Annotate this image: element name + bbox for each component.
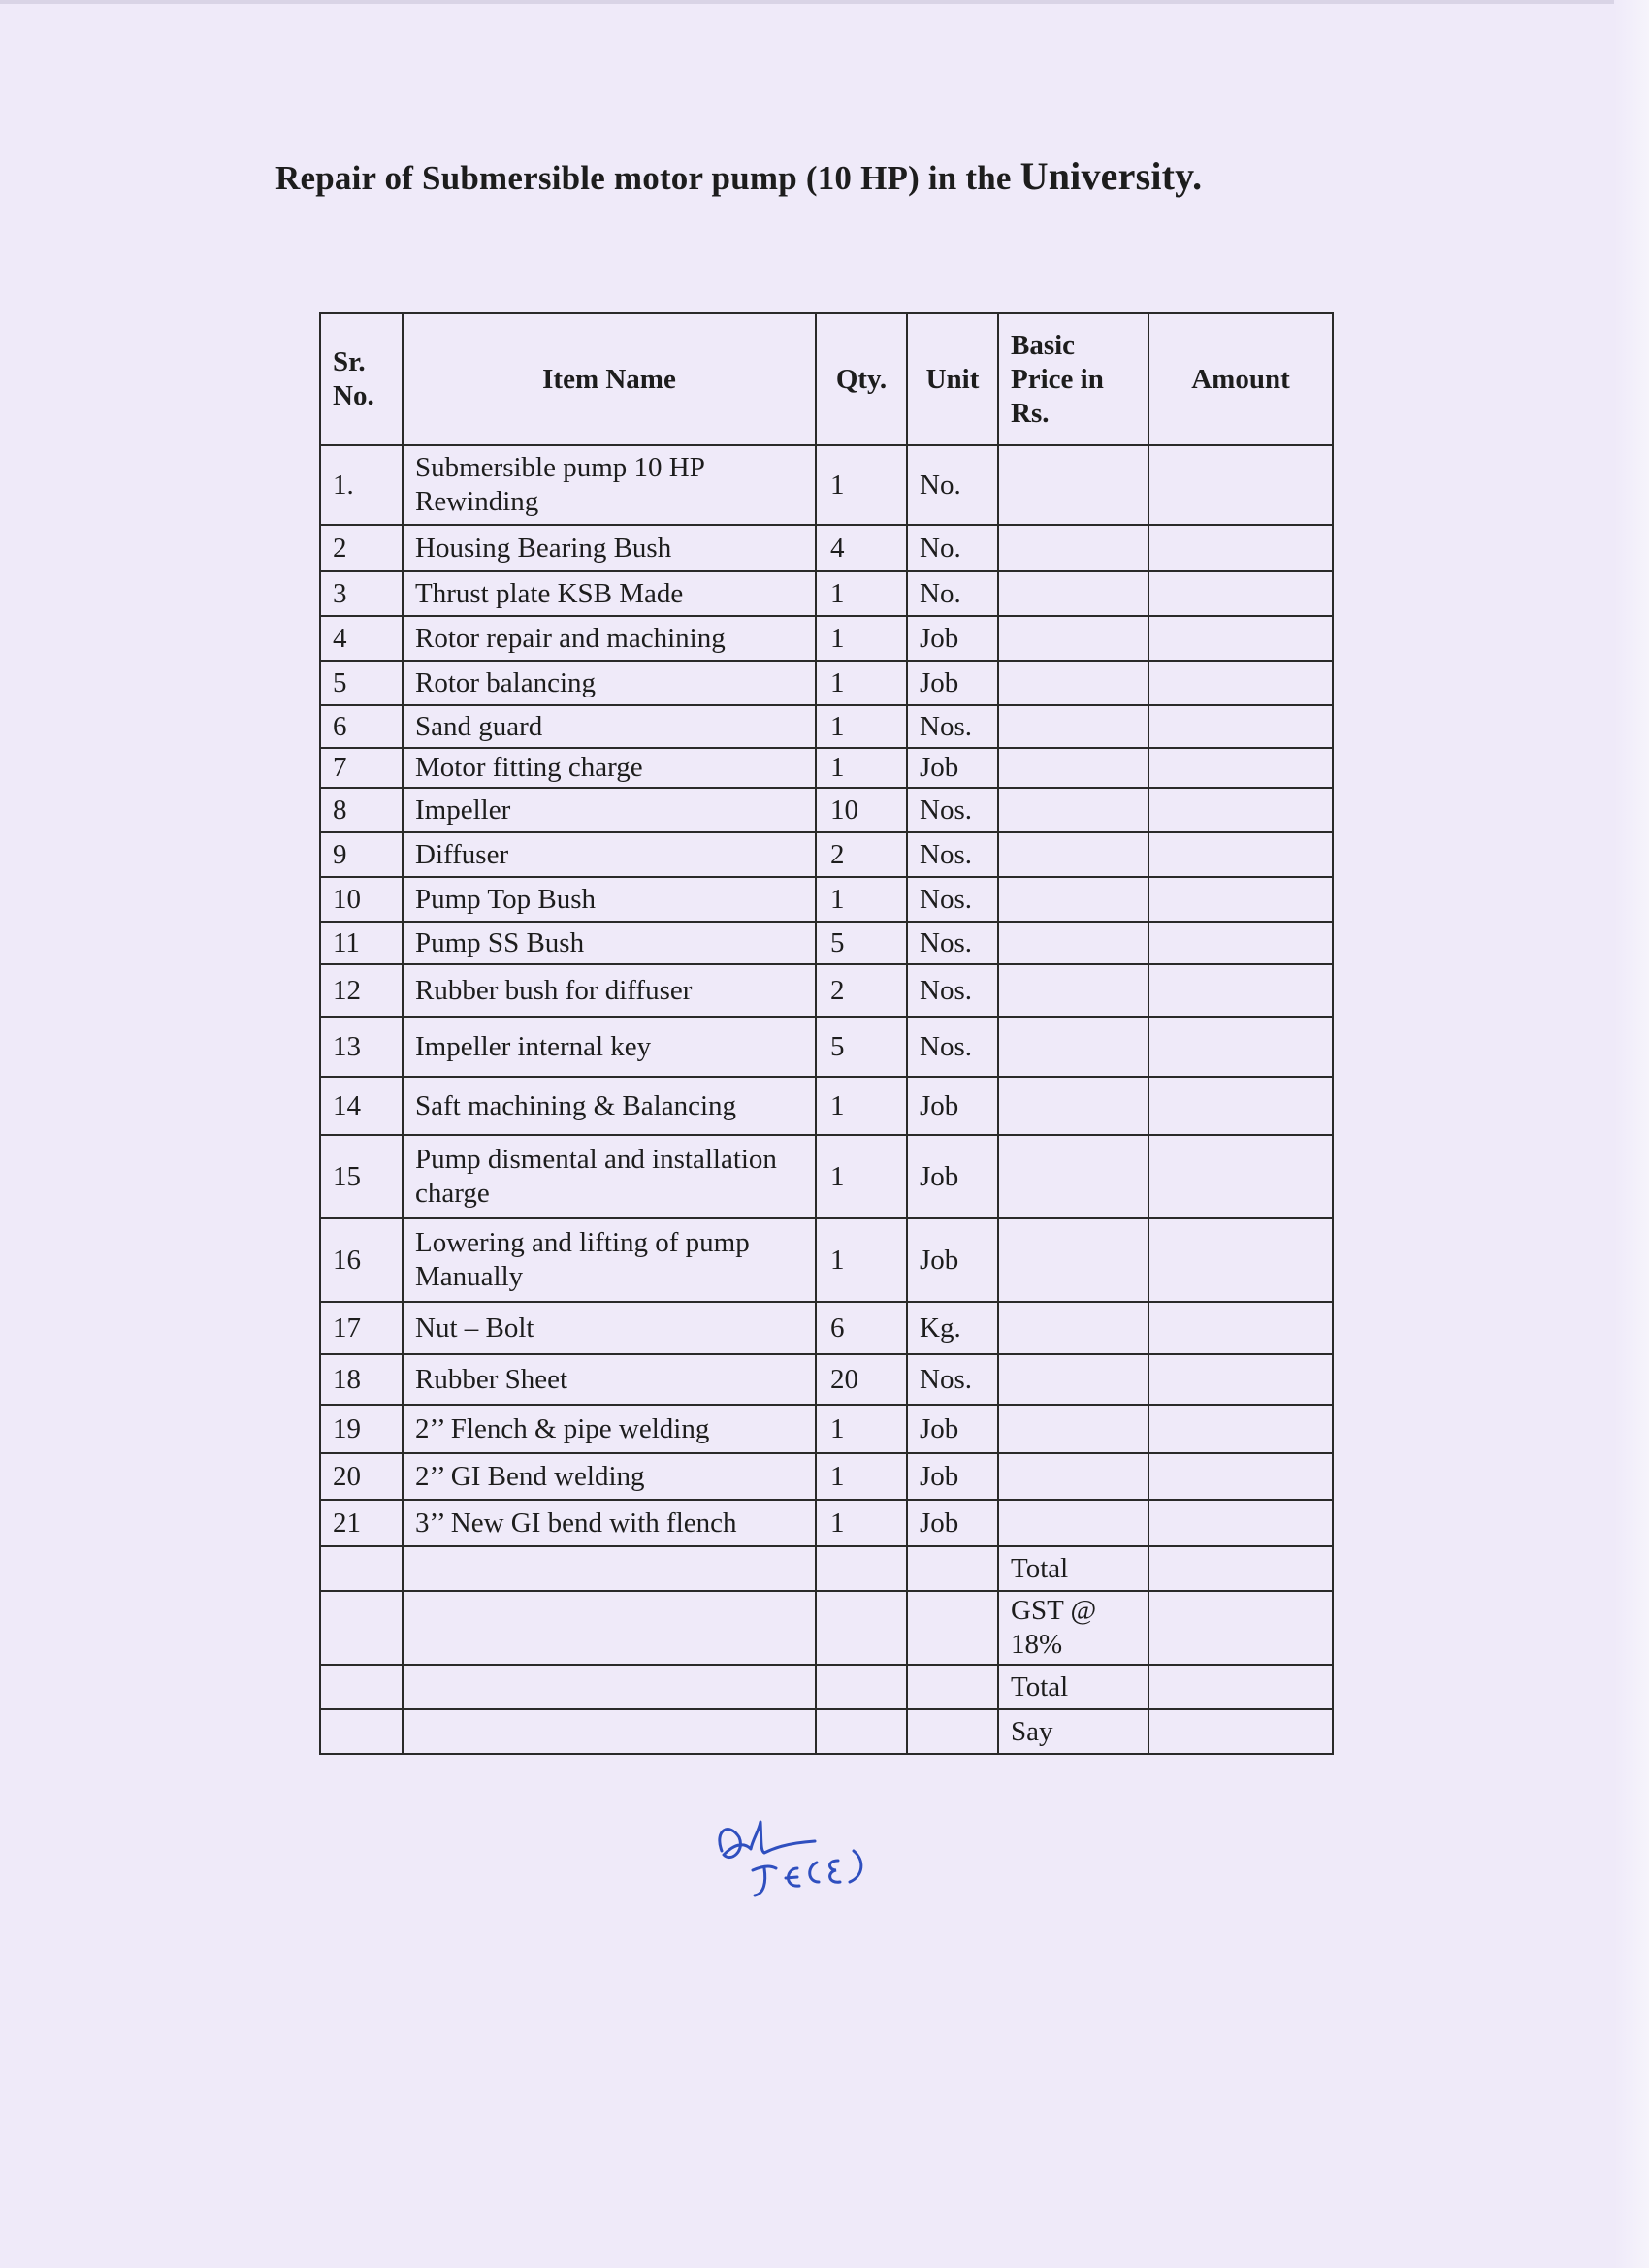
- cell-unit: Nos.: [907, 788, 998, 832]
- table-row: [320, 1135, 1333, 1218]
- cell-price: [998, 1017, 1148, 1077]
- cell-item-name: Thrust plate KSB Made: [403, 571, 816, 616]
- table-row: [320, 616, 1333, 661]
- cell-qty: 1: [816, 877, 907, 922]
- cell-item-name: Impeller: [403, 788, 816, 832]
- cell-unit: Job: [907, 1453, 998, 1500]
- cell-sr-no: 18: [320, 1354, 403, 1405]
- document-title: [275, 153, 1362, 199]
- cell-item-name: Pump dismental and installation charge: [403, 1135, 816, 1218]
- scan-right-margin: [1614, 0, 1649, 2268]
- cell-sr-no: 1.: [320, 445, 403, 525]
- table-row: [320, 445, 1333, 525]
- cell-price: [998, 788, 1148, 832]
- cell-unit: Nos.: [907, 922, 998, 964]
- cell-sr-no: 2: [320, 525, 403, 571]
- cell-unit: Nos.: [907, 1017, 998, 1077]
- cell-qty: 5: [816, 1017, 907, 1077]
- cell-price: [998, 964, 1148, 1017]
- cell-price: [998, 832, 1148, 877]
- header-amount: Amount: [1148, 313, 1333, 445]
- cell-price: [998, 1302, 1148, 1354]
- cell-price: [998, 525, 1148, 571]
- summary-label: Total: [998, 1546, 1148, 1591]
- price-quote-table: [319, 312, 1334, 1755]
- cell-sr-no: 9: [320, 832, 403, 877]
- cell-sr-no: 14: [320, 1077, 403, 1135]
- cell-price: [998, 1453, 1148, 1500]
- cell-price: [998, 1500, 1148, 1546]
- cell-sr-no: 16: [320, 1218, 403, 1302]
- cell-amount: [1148, 571, 1333, 616]
- cell-unit: Nos.: [907, 877, 998, 922]
- cell-item-name: Lowering and lifting of pump Manually: [403, 1218, 816, 1302]
- cell-item-name: Sand guard: [403, 705, 816, 748]
- cell-price: [998, 571, 1148, 616]
- cell-qty: 1: [816, 616, 907, 661]
- header-sr-no: Sr. No.: [320, 313, 403, 445]
- cell-item-name: Rotor balancing: [403, 661, 816, 705]
- summary-empty-cell: [403, 1709, 816, 1754]
- cell-amount: [1148, 525, 1333, 571]
- cell-price: [998, 1077, 1148, 1135]
- cell-item-name: Rotor repair and machining: [403, 616, 816, 661]
- summary-row-total: [320, 1546, 1333, 1591]
- cell-qty: 1: [816, 661, 907, 705]
- summary-empty-cell: [907, 1665, 998, 1709]
- cell-amount: [1148, 445, 1333, 525]
- table-row: [320, 1218, 1333, 1302]
- header-basic-price: Basic Price in Rs.: [998, 313, 1148, 445]
- table-row: [320, 964, 1333, 1017]
- cell-item-name: Housing Bearing Bush: [403, 525, 816, 571]
- cell-qty: 1: [816, 1500, 907, 1546]
- cell-amount: [1148, 1354, 1333, 1405]
- cell-qty: 1: [816, 1135, 907, 1218]
- summary-label: Total: [998, 1665, 1148, 1709]
- cell-price: [998, 1405, 1148, 1453]
- cell-qty: 1: [816, 1453, 907, 1500]
- summary-row-say: [320, 1709, 1333, 1754]
- summary-row-gst: [320, 1591, 1333, 1665]
- handwritten-signature: [708, 1812, 892, 1919]
- cell-amount: [1148, 1405, 1333, 1453]
- table-row: [320, 525, 1333, 571]
- table-row: [320, 748, 1333, 788]
- cell-qty: 6: [816, 1302, 907, 1354]
- cell-item-name: 3’’ New GI bend with flench: [403, 1500, 816, 1546]
- table-row: [320, 1017, 1333, 1077]
- cell-sr-no: 13: [320, 1017, 403, 1077]
- cell-amount: [1148, 705, 1333, 748]
- header-item-name: Item Name: [403, 313, 816, 445]
- cell-item-name: 2’’ GI Bend welding: [403, 1453, 816, 1500]
- table-row: [320, 832, 1333, 877]
- cell-sr-no: 8: [320, 788, 403, 832]
- cell-item-name: Pump Top Bush: [403, 877, 816, 922]
- summary-empty-cell: [320, 1665, 403, 1709]
- cell-sr-no: 3: [320, 571, 403, 616]
- cell-amount: [1148, 1135, 1333, 1218]
- cell-qty: 2: [816, 832, 907, 877]
- summary-empty-cell: [816, 1591, 907, 1665]
- summary-empty-cell: [403, 1591, 816, 1665]
- table-row: [320, 571, 1333, 616]
- cell-unit: No.: [907, 445, 998, 525]
- cell-unit: Job: [907, 1405, 998, 1453]
- cell-amount: [1148, 1453, 1333, 1500]
- cell-qty: 1: [816, 1218, 907, 1302]
- summary-empty-cell: [907, 1546, 998, 1591]
- summary-empty-cell: [320, 1546, 403, 1591]
- table-header-row: [320, 313, 1333, 445]
- summary-empty-cell: [816, 1709, 907, 1754]
- cell-sr-no: 6: [320, 705, 403, 748]
- cell-amount: [1148, 616, 1333, 661]
- table-row: [320, 1405, 1333, 1453]
- header-qty: Qty.: [816, 313, 907, 445]
- cell-amount: [1148, 788, 1333, 832]
- cell-amount: [1148, 1077, 1333, 1135]
- cell-item-name: Rubber bush for diffuser: [403, 964, 816, 1017]
- summary-amount: [1148, 1665, 1333, 1709]
- cell-sr-no: 21: [320, 1500, 403, 1546]
- cell-sr-no: 4: [320, 616, 403, 661]
- cell-qty: 10: [816, 788, 907, 832]
- cell-unit: Kg.: [907, 1302, 998, 1354]
- cell-unit: Job: [907, 661, 998, 705]
- cell-item-name: Saft machining & Balancing: [403, 1077, 816, 1135]
- cell-price: [998, 661, 1148, 705]
- cell-unit: Nos.: [907, 964, 998, 1017]
- table-row: [320, 1077, 1333, 1135]
- cell-item-name: Rubber Sheet: [403, 1354, 816, 1405]
- cell-price: [998, 1135, 1148, 1218]
- cell-price: [998, 922, 1148, 964]
- cell-amount: [1148, 661, 1333, 705]
- cell-qty: 1: [816, 748, 907, 788]
- cell-qty: 5: [816, 922, 907, 964]
- summary-empty-cell: [320, 1591, 403, 1665]
- cell-sr-no: 20: [320, 1453, 403, 1500]
- cell-qty: 1: [816, 571, 907, 616]
- cell-amount: [1148, 964, 1333, 1017]
- cell-qty: 20: [816, 1354, 907, 1405]
- cell-qty: 1: [816, 1077, 907, 1135]
- cell-qty: 1: [816, 705, 907, 748]
- cell-qty: 4: [816, 525, 907, 571]
- cell-unit: Job: [907, 1077, 998, 1135]
- cell-sr-no: 17: [320, 1302, 403, 1354]
- table-row: [320, 922, 1333, 964]
- summary-amount: [1148, 1709, 1333, 1754]
- cell-amount: [1148, 1218, 1333, 1302]
- cell-sr-no: 19: [320, 1405, 403, 1453]
- summary-amount: [1148, 1591, 1333, 1665]
- table-row: [320, 877, 1333, 922]
- summary-empty-cell: [816, 1665, 907, 1709]
- cell-sr-no: 5: [320, 661, 403, 705]
- cell-item-name: Submersible pump 10 HP Rewinding: [403, 445, 816, 525]
- cell-item-name: Impeller internal key: [403, 1017, 816, 1077]
- cell-price: [998, 705, 1148, 748]
- table-row: [320, 1302, 1333, 1354]
- cell-amount: [1148, 922, 1333, 964]
- summary-empty-cell: [403, 1546, 816, 1591]
- cell-sr-no: 7: [320, 748, 403, 788]
- cell-item-name: Nut – Bolt: [403, 1302, 816, 1354]
- cell-price: [998, 877, 1148, 922]
- summary-empty-cell: [816, 1546, 907, 1591]
- cell-amount: [1148, 748, 1333, 788]
- scan-top-edge: [0, 0, 1649, 4]
- cell-sr-no: 11: [320, 922, 403, 964]
- table-row: [320, 1354, 1333, 1405]
- table-body: [320, 445, 1333, 1754]
- title-emphasis-text: University.: [1019, 154, 1203, 198]
- table-row: [320, 1453, 1333, 1500]
- cell-item-name: Diffuser: [403, 832, 816, 877]
- table-row: [320, 1500, 1333, 1546]
- cell-amount: [1148, 877, 1333, 922]
- cell-price: [998, 1354, 1148, 1405]
- cell-amount: [1148, 832, 1333, 877]
- cell-price: [998, 445, 1148, 525]
- cell-unit: Nos.: [907, 832, 998, 877]
- cell-qty: 1: [816, 1405, 907, 1453]
- cell-unit: Job: [907, 1218, 998, 1302]
- cell-price: [998, 748, 1148, 788]
- summary-row-grand-total: [320, 1665, 1333, 1709]
- cell-unit: No.: [907, 525, 998, 571]
- cell-unit: Job: [907, 748, 998, 788]
- cell-price: [998, 616, 1148, 661]
- summary-empty-cell: [320, 1709, 403, 1754]
- summary-label: Say: [998, 1709, 1148, 1754]
- cell-sr-no: 12: [320, 964, 403, 1017]
- cell-amount: [1148, 1017, 1333, 1077]
- cell-sr-no: 15: [320, 1135, 403, 1218]
- header-unit: Unit: [907, 313, 998, 445]
- cell-unit: No.: [907, 571, 998, 616]
- summary-empty-cell: [403, 1665, 816, 1709]
- table-row: [320, 788, 1333, 832]
- summary-empty-cell: [907, 1591, 998, 1665]
- cell-unit: Job: [907, 1500, 998, 1546]
- summary-label: GST @ 18%: [998, 1591, 1148, 1665]
- table-row: [320, 661, 1333, 705]
- cell-item-name: 2’’ Flench & pipe welding: [403, 1405, 816, 1453]
- cell-qty: 2: [816, 964, 907, 1017]
- cell-unit: Job: [907, 1135, 998, 1218]
- cell-price: [998, 1218, 1148, 1302]
- cell-unit: Nos.: [907, 705, 998, 748]
- cell-amount: [1148, 1500, 1333, 1546]
- table-row: [320, 705, 1333, 748]
- cell-unit: Nos.: [907, 1354, 998, 1405]
- cell-item-name: Pump SS Bush: [403, 922, 816, 964]
- cell-item-name: Motor fitting charge: [403, 748, 816, 788]
- title-main-text: Repair of Submersible motor pump (10 HP) in the: [275, 159, 1020, 197]
- cell-unit: Job: [907, 616, 998, 661]
- summary-amount: [1148, 1546, 1333, 1591]
- cell-sr-no: 10: [320, 877, 403, 922]
- cell-amount: [1148, 1302, 1333, 1354]
- cell-qty: 1: [816, 445, 907, 525]
- summary-empty-cell: [907, 1709, 998, 1754]
